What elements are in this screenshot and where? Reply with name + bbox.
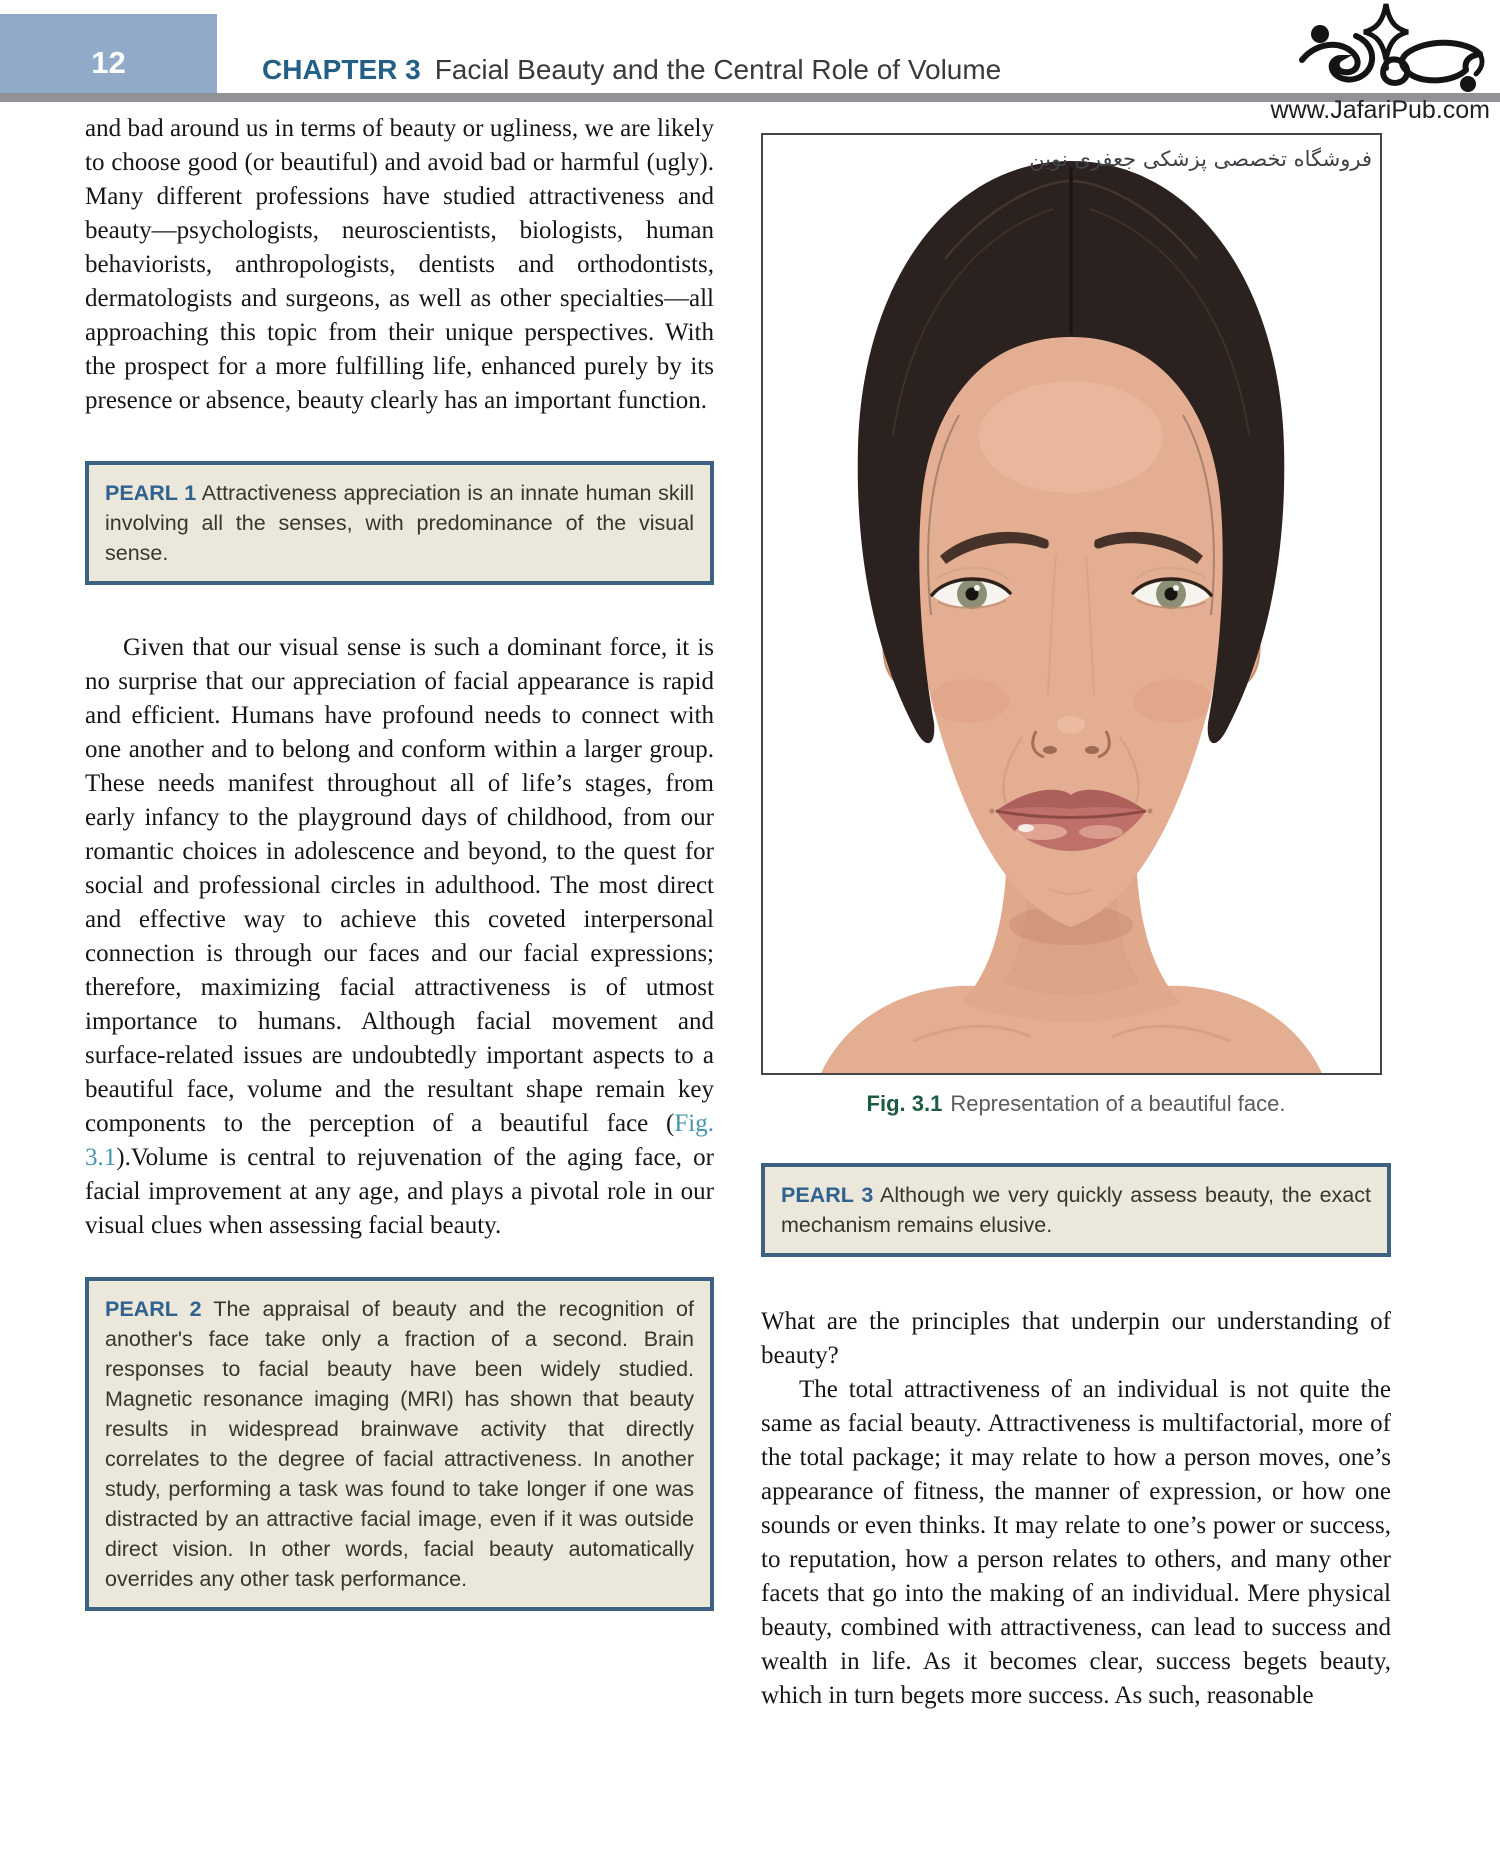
- paragraph-attractiveness: The total attractiveness of an individual is not quite the same as facial beauty. Attractiveness is multifactorial, more of the total package; it may relate to how a person moves, one’s appearance of fitness, the manner of expression, or how one sounds or even thinks. It may relate to one’s power or success, to reputation, how a person relates to others, and many other facets that go into the making of an individual. Mere physical beauty, combined with attractiveness, can lead to success and wealth in life. As it becomes clear, success begets beauty, which in turn begets more success. As such, reasonable: [761, 1376, 1391, 1709]
- figure-caption-label: Fig. 3.1: [866, 1091, 943, 1116]
- publisher-logo-icon: [1298, 2, 1488, 94]
- figure-3-1-frame: [761, 133, 1382, 1075]
- chapter-title: Facial Beauty and the Central Role of Volume: [434, 54, 1002, 85]
- beautiful-face-photo: [763, 135, 1380, 1073]
- pearl-1-label: PEARL 1: [105, 481, 197, 505]
- pearl-3-label: PEARL 3: [781, 1183, 874, 1207]
- pearl-2-label: PEARL 2: [105, 1297, 202, 1321]
- page-number-band: [0, 14, 217, 93]
- calligraphy-mark-icon: [1298, 2, 1488, 94]
- left-column: [85, 112, 714, 1611]
- paragraph-2-before: Given that our visual sense is such a dominant force, it is no surprise that our appreciation of facial appearance is rapid and efficient. Humans have profound needs to connect with one another and to belong and conform within a larger group. These needs manifest throughout all of life’s stages, from early infancy to the playground days of childhood, from our romantic choices in adolescence and beyond, to the quest for social and professional circles in adulthood. The most direct and effective way to achieve this coveted interpersonal connection is through our faces and our facial expressions; therefore, maximizing facial attractiveness is of utmost importance to humans. Although facial movement and surface-related issues are undoubtedly important aspects to a beautiful face, volume and the resultant shape remain key components to the perception of a beautiful face (: [85, 634, 714, 1137]
- pearl-3-text: Although we very quickly assess beauty, the exact mechanism remains elusive.: [781, 1183, 1371, 1237]
- right-column: [761, 133, 1391, 1713]
- pearl-2-box: [85, 1277, 714, 1611]
- persian-watermark: فروشگاه تخصصی پزشکی جعفری نوین: [1029, 147, 1372, 171]
- figure-reference-link[interactable]: Fig. 3.1: [85, 1110, 714, 1171]
- pearl-2-text: The appraisal of beauty and the recognition of another's face take only a fraction of a second. Brain responses to facial beauty have been widely studied. Magnetic resonance imaging (MRI) has shown that beauty results in widespread brainwave activity that directly correlates to the degree of facial attractiveness. In another study, performing a task was found to take longer if one was distracted by an attractive facial image, even if it was outside direct vision. In other words, facial beauty automatically overrides any other task performance.: [105, 1297, 694, 1591]
- pearl-3-box: [761, 1163, 1391, 1257]
- chapter-label: CHAPTER 3: [262, 54, 421, 85]
- figure-caption: [761, 1091, 1391, 1117]
- paragraph-2-after: ).Volume is central to rejuvenation of the aging face, or facial improvement at any age, and plays a pivotal role in our visual clues when assessing facial beauty.: [85, 1144, 714, 1239]
- paragraph-principles: What are the principles that underpin our understanding of beauty?: [761, 1308, 1391, 1369]
- publisher-url: www.JafariPub.com: [1270, 96, 1490, 124]
- chapter-heading: [262, 54, 1001, 86]
- page-number: 12: [91, 44, 126, 80]
- paragraph-intro: and bad around us in terms of beauty or ugliness, we are likely to choose good (or beautiful) and avoid bad or harmful (ugly). Many different professions have studied attractiveness and beauty—psychologists, neuroscientists, biologists, human behaviorists, anthropologists, dentists and orthodontists, dermatologists and surgeons, as well as other specialties—all approaching this topic from their unique perspectives. With the prospect for a more fulfilling life, enhanced purely by its presence or absence, beauty clearly has an important function.: [85, 115, 714, 414]
- figure-caption-text: Representation of a beautiful face.: [950, 1091, 1286, 1116]
- paragraph-visual-sense: [85, 631, 714, 1243]
- pearl-1-box: [85, 461, 714, 585]
- pearl-1-text: Attractiveness appreciation is an innate human skill involving all the senses, with predominance of the visual sense.: [105, 481, 694, 565]
